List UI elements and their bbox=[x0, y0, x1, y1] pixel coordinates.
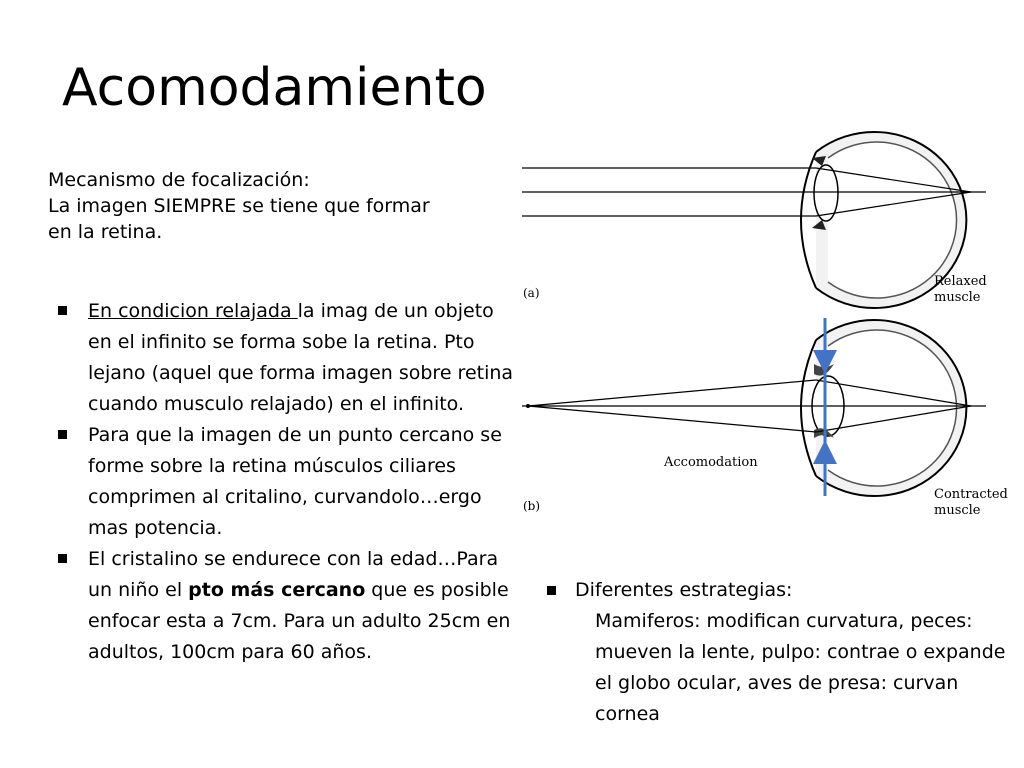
bullet-square-icon bbox=[58, 430, 67, 439]
bullet-relaxed-text: la imag de un objeto en el infinito se forma sobe la retina. Pto lejano (aquel que forma imagen sobre retina cuando musculo relajado) en el infinito. bbox=[88, 300, 514, 415]
strategies-block bbox=[547, 575, 1017, 730]
bullet-age-start: El cristalino se endurece con la edad…Para un niño el bbox=[88, 548, 499, 601]
ray-top-b bbox=[528, 380, 816, 406]
near-object-point bbox=[526, 404, 530, 408]
bullet-age-end: que es posible enfocar esta a 7cm. Para un adulto 25cm en adultos, 100cm para 60 años. bbox=[88, 579, 511, 663]
intro-line-1: Mecanismo de focalización: bbox=[48, 169, 310, 191]
page-title: Acomodamiento bbox=[62, 58, 487, 118]
label-a: (a) bbox=[523, 286, 540, 300]
bullet-relaxed-underlined: En condicion relajada bbox=[88, 300, 298, 322]
eye-relaxed bbox=[522, 132, 987, 308]
intro-line-3: en la retina. bbox=[48, 221, 163, 243]
cornea-relaxed bbox=[801, 152, 816, 288]
bullet-relaxed bbox=[58, 296, 520, 420]
strategies-body: Mamiferos: modifican curvatura, peces: mueven la lente, pulpo: contrae o expande el globo ocular, aves de presa: curvan cornea bbox=[595, 610, 1006, 725]
intro-text bbox=[48, 167, 508, 245]
relaxed-label-1: Relaxed bbox=[934, 274, 987, 289]
strategies-heading-text: Diferentes estrategias: bbox=[575, 579, 793, 601]
strategies-heading bbox=[547, 575, 1017, 606]
ray-bot-b bbox=[528, 406, 816, 432]
bullet-near-point-text: Para que la imagen de un punto cercano se forme sobre la retina músculos ciliares comprimen al critalino, curvandolo…ergo mas potencia. bbox=[88, 424, 502, 539]
accomodation-label: Accomodation bbox=[664, 455, 758, 470]
bullet-age bbox=[58, 544, 520, 668]
contracted-label-1: Contracted bbox=[934, 487, 1008, 502]
bullet-square-icon bbox=[58, 554, 67, 563]
contracted-label-2: muscle bbox=[934, 503, 981, 518]
bullet-age-bold: pto más cercano bbox=[188, 579, 366, 601]
bullet-square-icon bbox=[547, 586, 556, 595]
bullet-square-icon bbox=[58, 306, 67, 315]
intro-line-2: La imagen SIEMPRE se tiene que formar bbox=[48, 195, 430, 217]
eye-contracted bbox=[522, 320, 1008, 518]
bullet-near-point bbox=[58, 420, 520, 544]
relaxed-label-2: muscle bbox=[934, 290, 981, 305]
eye-accommodation-diagram bbox=[516, 100, 1008, 525]
label-b: (b) bbox=[523, 499, 541, 513]
bullet-list bbox=[58, 296, 520, 668]
